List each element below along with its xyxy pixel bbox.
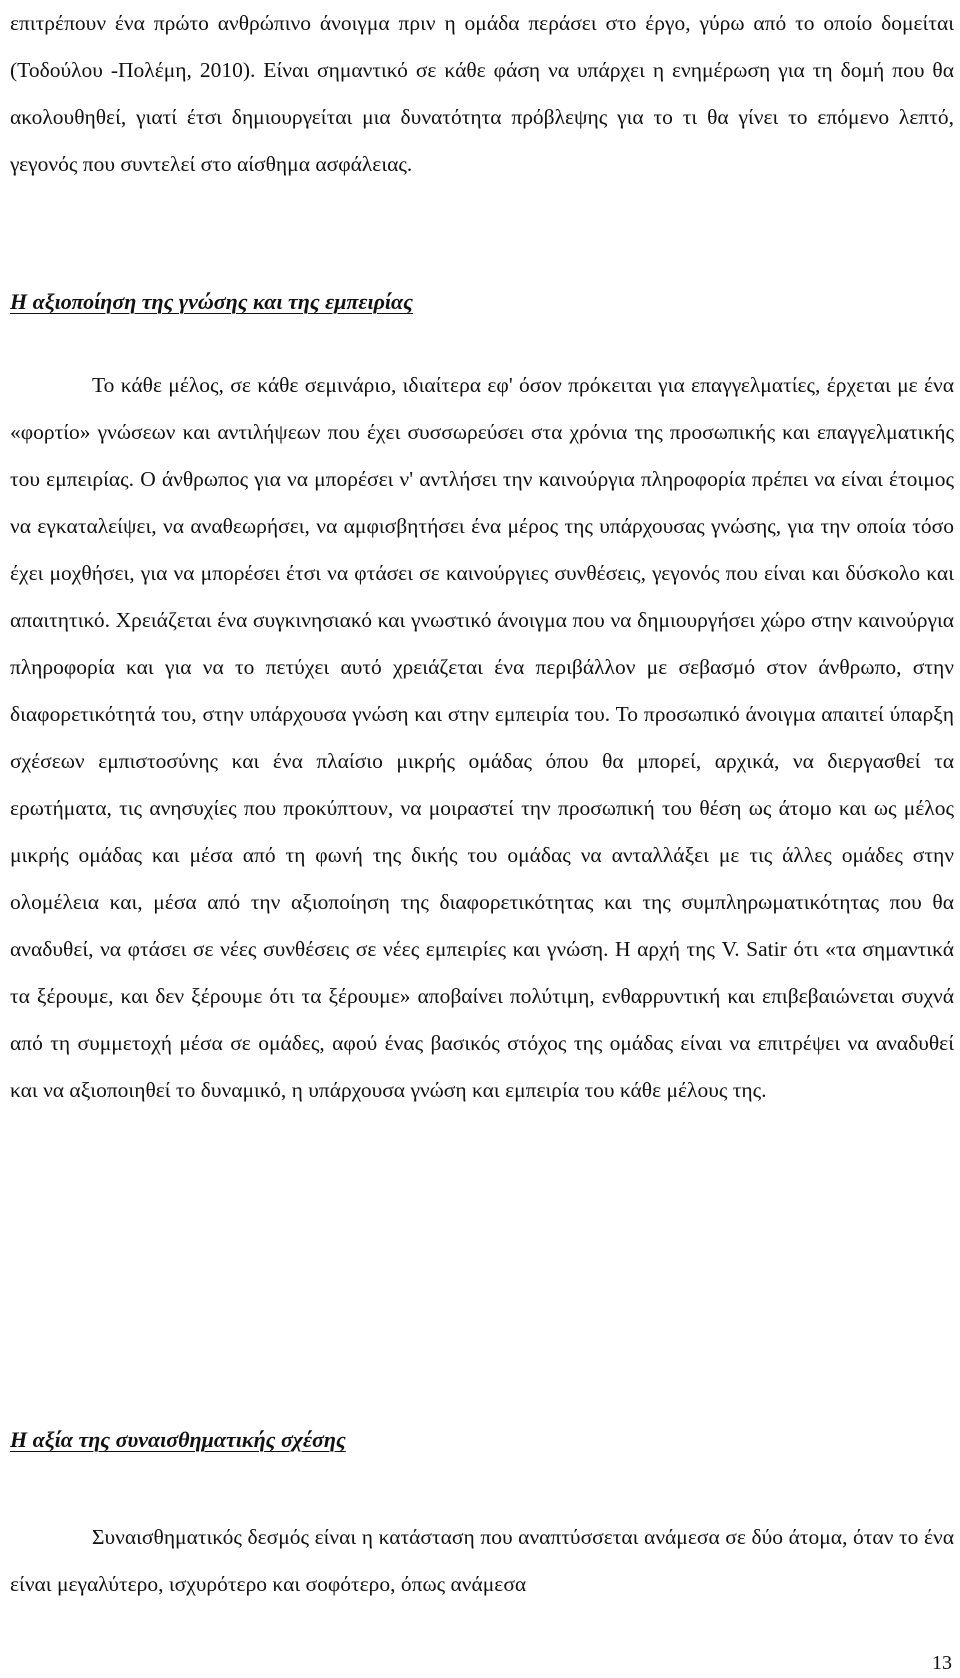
section-body-knowledge-experience: Το κάθε μέλος, σε κάθε σεμινάριο, ιδιαίτερα εφ' όσον πρόκειται για επαγγελματίες, έρχεται με ένα «φορτίο» γνώσεων και αντιλήψεων που έχει συσσωρεύσει στα χρόνια της προσωπικής και επαγγελματικής του εμπειρίας. Ο άνθρωπος για να μπορέσει ν' αντλήσει την καινούργια πληροφορία πρέπει να είναι έτοιμος να εγκαταλείψει, να αναθεωρήσει, να αμφισβητήσει ένα μέρος της υπάρχουσας γνώσης, για την οποία τόσο έχει μοχθήσει, για να μπορέσει έτσι να φτάσει σε καινούργιες συνθέσεις, γεγονός που είναι και δύσκολο και απαιτητικό. Χρειάζεται ένα συγκινησιακό και γνωστικό άνοιγμα που να δημιουργήσει χώρο στην καινούργια πληροφορία και για να το πετύχει αυτό χρειάζεται ένα περιβάλλον με σεβασμό στον άνθρωπο, στην διαφορετικότητά του, στην υπάρχουσα γνώση και στην εμπειρία του. Το προσωπικό άνοιγμα απαιτεί ύπαρξη σχέσεων εμπιστοσύνης και ένα πλαίσιο μικρής ομάδας όπου θα μπορεί, αρχικά, να διεργασθεί τα ερωτήματα, τις ανησυχίες που προκύπτουν, να μοιραστεί την προσωπική του θέση ως άτομο και ως μέλος μικρής ομάδας και μέσα από τη φωνή της δικής του ομάδας να ανταλλάξει με τις άλλες ομάδες στην ολομέλεια και, μέσα από την αξιοποίηση της διαφορετικότητας και της συμπληρωματικότητας που θα αναδυθεί, να φτάσει σε νέες συνθέσεις σε νέες εμπειρίες και γνώση. Η αρχή της V. Satir ότι «τα σημαντικά τα ξέρουμε, και δεν ξέρουμε ότι τα ξέρουμε» αποβαίνει πολύτιμη, ενθαρρυντική και επιβεβαιώνεται συχνά από τη συμμετοχή μέσα σε ομάδες, αφού ένας βασικός στόχος της ομάδας είναι να επιτρέψει να αναδυθεί και να αξιοποιηθεί το δυναμικό, η υπάρχουσα γνώση και εμπειρία του κάθε μέλους της. bbox=[10, 373, 954, 1102]
page-number: 13 bbox=[932, 1652, 952, 1674]
section-heading-knowledge-experience: Η αξιοποίηση της γνώσης και της εμπειρίας bbox=[10, 289, 413, 314]
section-body-emotional-relationship: Συναισθηματικός δεσμός είναι η κατάσταση που αναπτύσσεται ανάμεσα σε δύο άτομα, όταν το ένα είναι μεγαλύτερο, ισχυρότερο και σοφότερο, όπως ανάμεσα bbox=[10, 1525, 954, 1596]
section-heading-emotional-relationship: Η αξία της συναισθηματικής σχέσης bbox=[10, 1427, 346, 1452]
intro-paragraph: επιτρέπουν ένα πρώτο ανθρώπινο άνοιγμα πριν η ομάδα περάσει στο έργο, γύρω από το οποίο δομείται (Τοδούλου -Πολέμη, 2010). Είναι σημαντικό σε κάθε φάση να υπάρχει η ενημέρωση για τη δομή που θα ακολουθηθεί, γιατί έτσι δημιουργείται μια δυνατότητα πρόβλεψης για το τι θα γίνει το επόμενο λεπτό, γεγονός που συντελεί στο αίσθημα ασφάλειας. bbox=[10, 11, 954, 176]
